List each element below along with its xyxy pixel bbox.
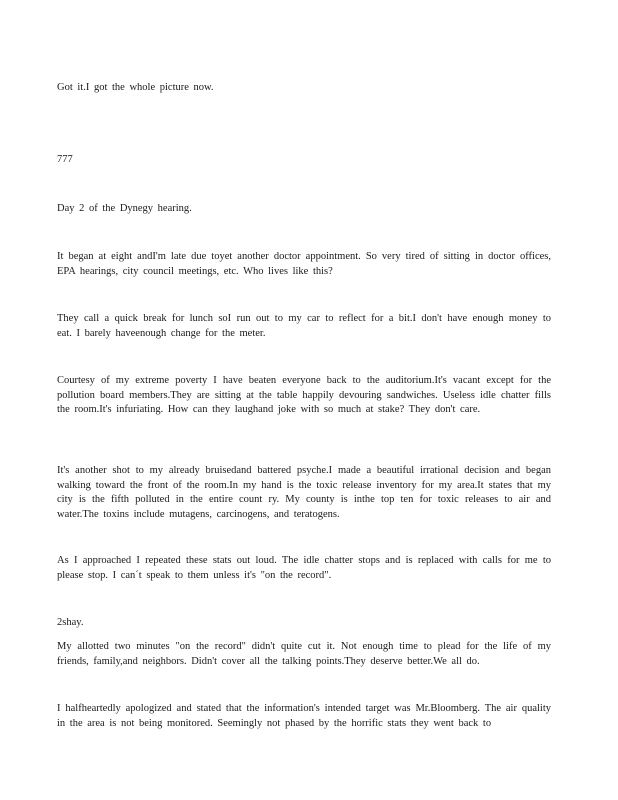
paragraph-5: They call a quick break for lunch soI run out to my car to reflect for a bit.I don't have enough money to eat. I barely haveenough change for the meter. bbox=[57, 313, 551, 339]
paragraph-3: Day 2 of the Dynegy hearing. bbox=[57, 203, 192, 214]
paragraph-11: I halfheartedly apologized and stated that the information's intended target was Mr.Bloomberg. The air quality in the area is not being monitored. Seemingly not phased by the horrific stats they went back to bbox=[57, 703, 551, 729]
paragraph-10: My allotted two minutes "on the record" didn't quite cut it. Not enough time to plead for the life of my friends, family,and neighbors. Didn't cover all the talking points.They deserve better.We all do. bbox=[57, 641, 551, 667]
paragraph-7: It's another shot to my already bruisedand battered psyche.I made a beautiful irrational decision and began walking toward the front of the room.In my hand is the toxic release inventory for my area.It states that my city is the fifth polluted in the entire count ry. My county is inthe top ten for toxic releases to air and water.The toxins include mutagens, carcinogens, and teratogens. bbox=[57, 465, 551, 520]
paragraph-8: As I approached I repeated these stats out loud. The idle chatter stops and is replaced with calls for me to please stop. I can´t speak to them unless it's "on the record". bbox=[57, 555, 551, 581]
paragraph-9: 2shay. bbox=[57, 617, 84, 628]
paragraph-1: Got it.I got the whole picture now. bbox=[57, 82, 214, 93]
paragraph-6: Courtesy of my extreme poverty I have beaten everyone back to the auditorium.It's vacant except for the pollution board members.They are sitting at the table happily devouring sandwiches. Useless idle chatter fills the room.It's infuriating. How can they laughand joke with so much at stake? They don't care. bbox=[57, 375, 551, 415]
paragraph-4: It began at eight andI'm late due toyet another doctor appointment. So very tired of sitting in doctor offices, EPA hearings, city council meetings, etc. Who lives like this? bbox=[57, 251, 551, 277]
paragraph-2: 777 bbox=[57, 154, 73, 165]
